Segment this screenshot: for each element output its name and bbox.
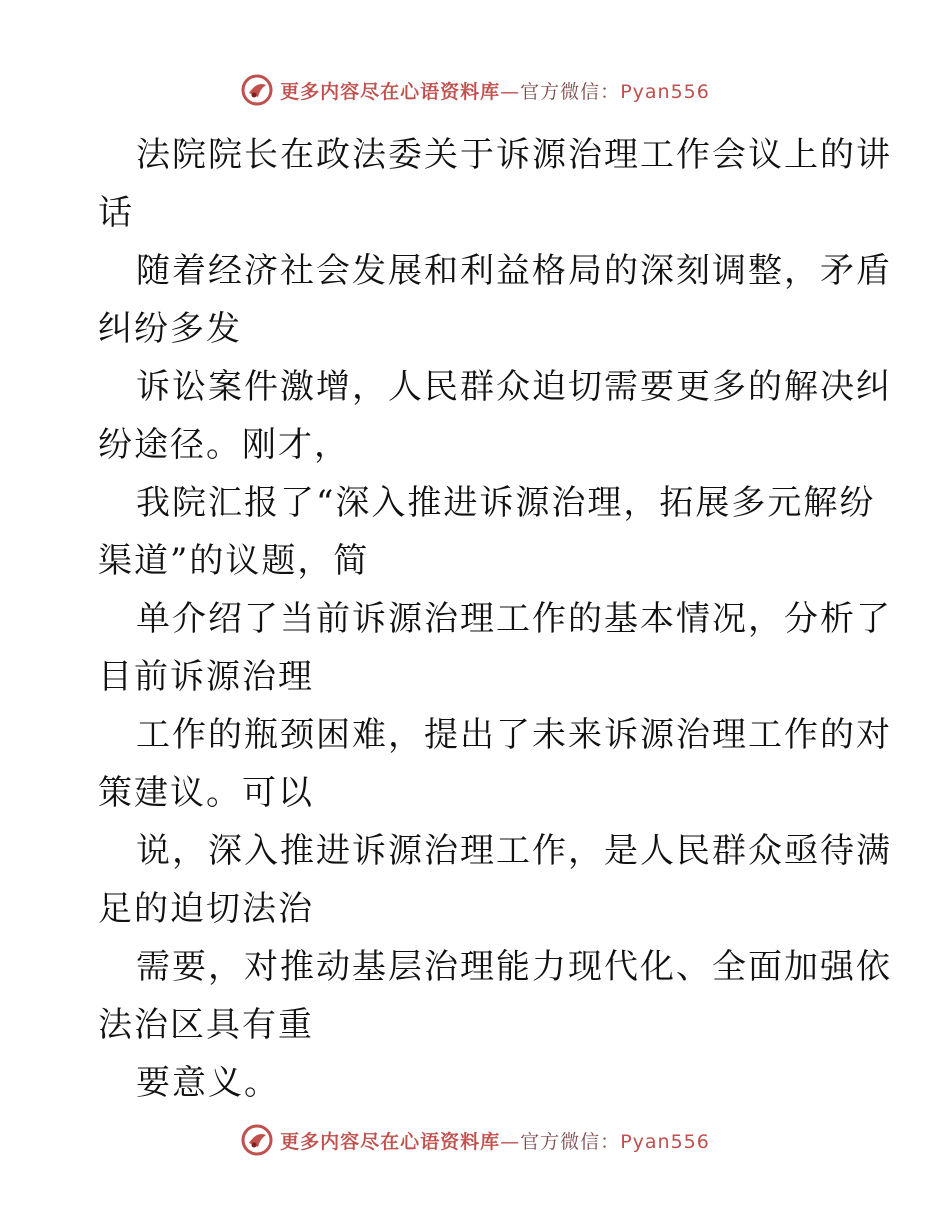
banner-text: [280, 77, 710, 104]
header-banner: [0, 70, 950, 110]
paragraph-line: 法治区具有重: [98, 1005, 314, 1045]
paragraph-line: 策建议。可以: [98, 773, 314, 813]
paragraph-line: 说，深入推进诉源治理工作，是人民群众亟待满: [136, 831, 892, 871]
paragraph-line: 诉讼案件激增，人民群众迫切需要更多的解决纠: [136, 367, 892, 407]
paragraph-line: 渠道”的议题，简: [98, 541, 370, 581]
paragraph-line: 需要，对推动基层治理能力现代化、全面加强依: [136, 947, 892, 987]
footer-banner: [0, 1120, 950, 1160]
paragraph-line: 纷途径。刚才，: [98, 425, 350, 465]
banner-wechat-label: 官方微信：: [520, 80, 621, 103]
banner-dash: —: [500, 80, 521, 103]
banner-wechat-id: Pyan556: [620, 80, 710, 103]
paragraph-line: 随着经济社会发展和利益格局的深刻调整，矛盾: [136, 251, 892, 291]
paragraph-line: 要意义。: [136, 1063, 280, 1103]
banner-wechat-id: Pyan556: [620, 1130, 710, 1153]
paragraph-line: 话: [98, 193, 134, 233]
banner-text: [280, 1127, 710, 1154]
banner-wechat-label: 官方微信：: [520, 1130, 621, 1153]
paragraph-line: 法院院长在政法委关于诉源治理工作会议上的讲: [136, 135, 892, 175]
paragraph-line: 我院汇报了“深入推进诉源治理，拓展多元解纷: [136, 483, 876, 523]
paragraph-line: 足的迫切法治: [98, 889, 314, 929]
logo-icon: [240, 1123, 274, 1157]
banner-dash: —: [500, 1130, 521, 1153]
paragraph-line: 纠纷多发: [98, 309, 242, 349]
paragraph-line: 单介绍了当前诉源治理工作的基本情况，分析了: [136, 599, 892, 639]
banner-site-name: 更多内容尽在心语资料库: [280, 1130, 501, 1153]
paragraph-line: 目前诉源治理: [98, 657, 314, 697]
document-body: [98, 126, 892, 1112]
paragraph-line: 工作的瓶颈困难，提出了未来诉源治理工作的对: [136, 715, 892, 755]
banner-site-name: 更多内容尽在心语资料库: [280, 80, 501, 103]
logo-icon: [240, 73, 274, 107]
